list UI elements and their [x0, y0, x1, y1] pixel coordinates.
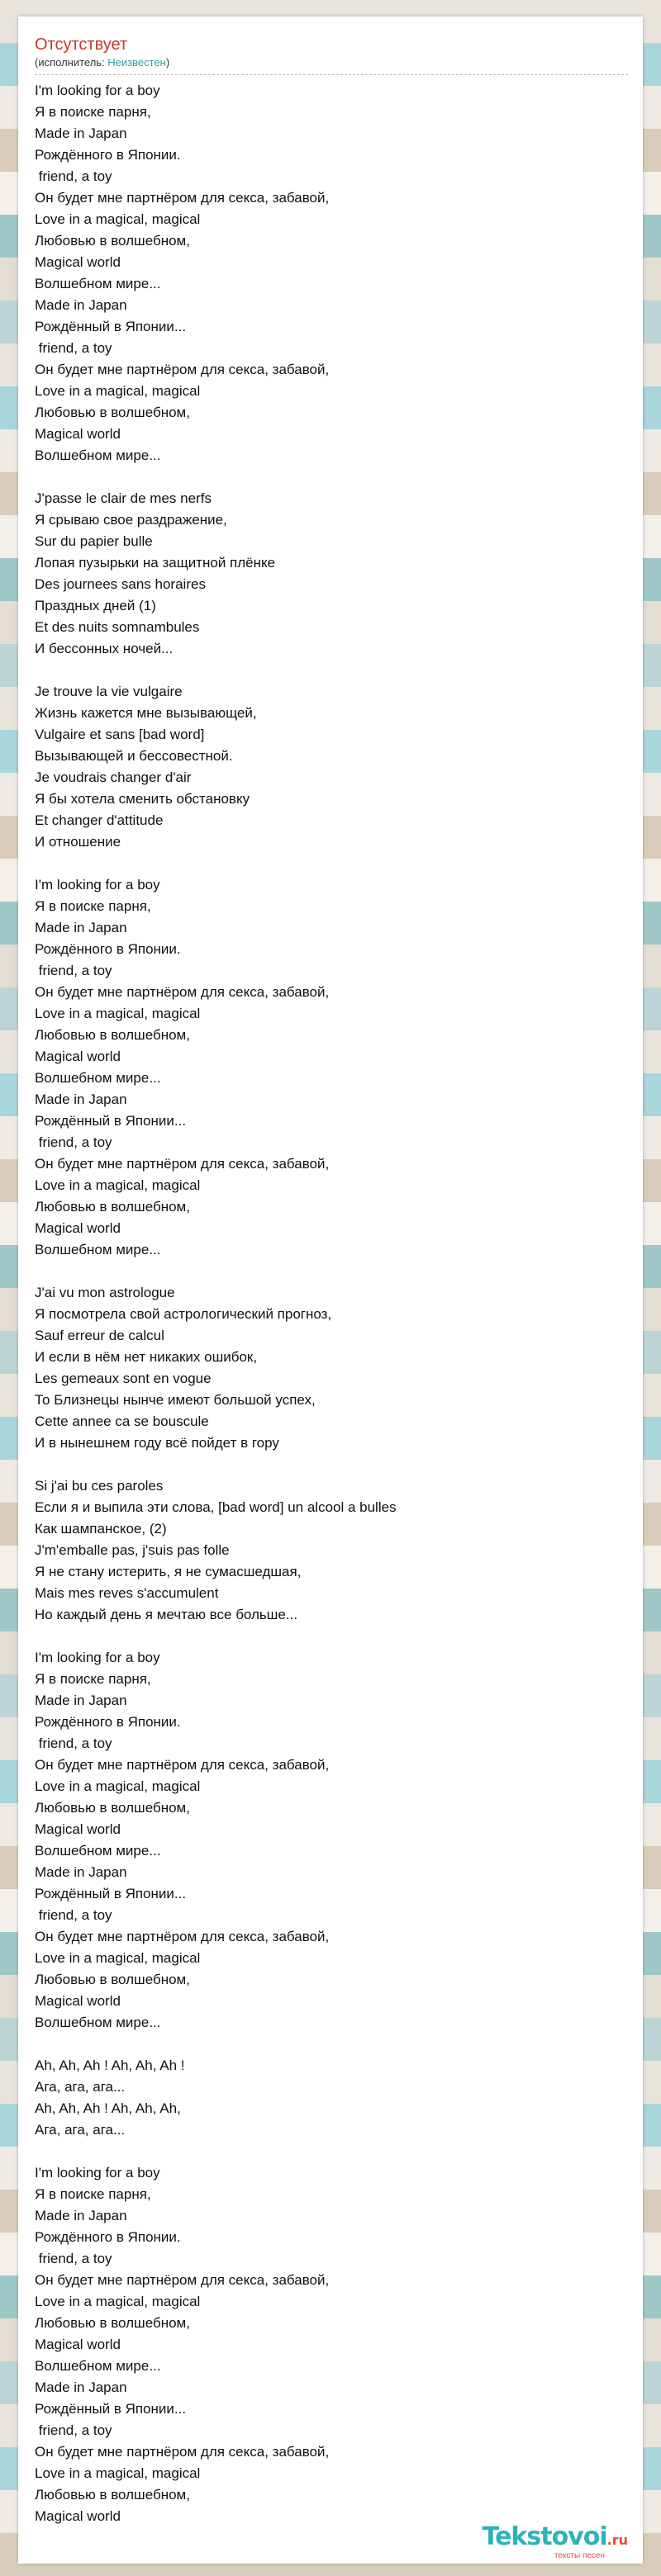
lyric-line: Любовью в волшебном,	[35, 405, 190, 420]
lyric-line: friend, a toy	[35, 963, 112, 978]
lyric-blank-line	[35, 660, 643, 681]
lyric-line: Он будет мне партнёром для секса, забавой,	[35, 1156, 330, 1172]
lyric-line: Рождённого в Японии.	[35, 2229, 181, 2245]
lyric-line: Я срываю свое раздражение,	[35, 512, 227, 528]
lyric-line: Он будет мне партнёром для секса, забавой,	[35, 2272, 330, 2288]
lyrics-card	[18, 17, 643, 2564]
lyric-line: Sur du papier bulle	[35, 533, 153, 549]
lyric-line: Я бы хотела сменить обстановку	[35, 791, 250, 807]
lyric-line: Любовью в волшебном,	[35, 1800, 190, 1816]
lyric-blank-line	[35, 2034, 643, 2055]
artist-prefix: (исполнитель:	[35, 56, 108, 69]
lyric-line: Жизнь кажется мне вызывающей,	[35, 705, 257, 721]
lyric-line: Я в поиске парня,	[35, 104, 151, 120]
lyric-line: Made in Japan	[35, 1864, 127, 1880]
lyric-line: Des journees sans horaires	[35, 576, 206, 592]
lyric-line: Magical world	[35, 254, 121, 270]
lyric-line: Made in Japan	[35, 1693, 127, 1708]
lyric-line: Love in a magical, magical	[35, 211, 201, 227]
lyric-line: Love in a magical, magical	[35, 1950, 201, 1966]
lyric-line: Made in Japan	[35, 125, 127, 141]
lyric-line: Made in Japan	[35, 2208, 127, 2223]
logo-wordmark	[482, 2522, 628, 2553]
lyric-line: Made in Japan	[35, 1091, 127, 1107]
lyric-line: Et des nuits somnambules	[35, 619, 200, 635]
artist-line	[35, 56, 643, 69]
lyric-line: friend, a toy	[35, 1735, 112, 1751]
lyric-line: Sauf erreur de calcul	[35, 1328, 164, 1343]
lyric-line: Он будет мне партнёром для секса, забавой,	[35, 2444, 330, 2460]
lyric-line: Праздных дней (1)	[35, 598, 156, 613]
lyric-line: Je voudrais changer d'air	[35, 769, 192, 785]
lyric-line: Рождённого в Японии.	[35, 941, 181, 957]
lyric-line: Love in a magical, magical	[35, 2465, 201, 2481]
lyric-line: Love in a magical, magical	[35, 2294, 201, 2309]
logo-tagline: тексты песен	[554, 2551, 605, 2560]
lyric-line: J'passe le clair de mes nerfs	[35, 490, 212, 506]
lyric-line: Cette annee ca se bouscule	[35, 1413, 209, 1429]
lyric-line: Волшебном мире...	[35, 447, 161, 463]
lyric-line: Love in a magical, magical	[35, 1177, 201, 1193]
lyric-line: Made in Japan	[35, 297, 127, 313]
lyric-line: И отношение	[35, 834, 121, 850]
lyric-line: Рождённый в Японии...	[35, 319, 187, 334]
lyric-line: Волшебном мире...	[35, 1843, 161, 1859]
lyric-line: Но каждый день я мечтаю все больше...	[35, 1607, 298, 1622]
lyric-line: Любовью в волшебном,	[35, 1027, 190, 1043]
lyric-line: Волшебном мире...	[35, 2015, 161, 2030]
lyric-line: Волшебном мире...	[35, 1070, 161, 1086]
lyric-line: Made in Japan	[35, 920, 127, 935]
lyric-line: Любовью в волшебном,	[35, 1972, 190, 1987]
lyric-line: Love in a magical, magical	[35, 383, 201, 399]
lyric-line: И если в нём нет никаких ошибок,	[35, 1349, 258, 1365]
lyric-blank-line	[35, 2141, 643, 2162]
lyric-line: Je trouve la vie vulgaire	[35, 684, 183, 699]
lyrics-text	[35, 80, 643, 2527]
lyric-line: Я в поиске парня,	[35, 898, 151, 914]
lyric-line: Love in a magical, magical	[35, 1778, 201, 1794]
lyric-line: Вызывающей и бессовестной.	[35, 748, 233, 764]
lyric-line: I'm looking for a boy	[35, 877, 160, 893]
lyric-line: Ага, ага, ага...	[35, 2079, 126, 2095]
lyric-line: И в нынешнем году всё пойдет в гору	[35, 1435, 279, 1451]
lyric-line: Made in Japan	[35, 2379, 127, 2395]
lyric-line: Ah, Ah, Ah ! Ah, Ah, Ah,	[35, 2100, 181, 2116]
logo-tld: .ru	[606, 2532, 628, 2548]
artist-link[interactable]: Неизвестен	[107, 56, 166, 69]
lyric-line: friend, a toy	[35, 1907, 112, 1923]
lyric-line: Рождённого в Японии.	[35, 147, 181, 163]
lyric-line: friend, a toy	[35, 2422, 112, 2438]
lyric-blank-line	[35, 853, 643, 874]
lyric-blank-line	[35, 466, 643, 488]
lyric-line: Я в поиске парня,	[35, 2186, 151, 2202]
lyric-line: Если я и выпила эти слова, [bad word] un alcool a bulles	[35, 1499, 397, 1515]
header-divider	[35, 74, 628, 75]
lyric-line: Лопая пузырьки на защитной плёнке	[35, 555, 276, 571]
lyric-line: Волшебном мире...	[35, 1242, 161, 1257]
lyric-line: Я не стану истерить, я не сумасшедшая,	[35, 1564, 302, 1579]
lyric-line: Любовью в волшебном,	[35, 1199, 190, 1215]
lyric-line: friend, a toy	[35, 168, 112, 184]
lyric-line: Vulgaire et sans [bad word]	[35, 727, 205, 742]
lyric-line: Он будет мне партнёром для секса, забавой,	[35, 1757, 330, 1773]
lyric-line: Как шампанское, (2)	[35, 1521, 167, 1537]
lyric-line: Magical world	[35, 2508, 121, 2524]
logo-main-text: Tekstovoi	[482, 2522, 607, 2551]
lyric-line: Любовью в волшебном,	[35, 233, 190, 249]
lyric-line: Я посмотрела свой астрологический прогноз,	[35, 1306, 332, 1322]
lyric-line: Он будет мне партнёром для секса, забавой,	[35, 190, 330, 206]
lyric-line: Он будет мне партнёром для секса, забавой,	[35, 362, 330, 377]
lyric-line: Magical world	[35, 1049, 121, 1064]
lyric-line: Magical world	[35, 1220, 121, 1236]
lyric-line: Волшебном мире...	[35, 2358, 161, 2374]
lyric-blank-line	[35, 1454, 643, 1475]
lyric-line: I'm looking for a boy	[35, 83, 160, 98]
lyric-line: I'm looking for a boy	[35, 2165, 160, 2181]
lyric-line: J'm'emballe pas, j'suis pas folle	[35, 1542, 230, 1558]
lyric-line: friend, a toy	[35, 1134, 112, 1150]
lyric-line: Magical world	[35, 1993, 121, 2009]
lyric-blank-line	[35, 1261, 643, 1282]
lyric-line: Magical world	[35, 2337, 121, 2352]
lyric-blank-line	[35, 1626, 643, 1647]
lyric-line: Ah, Ah, Ah ! Ah, Ah, Ah !	[35, 2057, 185, 2073]
lyric-line: Рождённый в Японии...	[35, 2401, 187, 2417]
song-title: Отсутствует	[35, 36, 128, 54]
lyric-line: Я в поиске парня,	[35, 1671, 151, 1687]
lyric-line: Ага, ага, ага...	[35, 2122, 126, 2138]
lyric-line: Les gemeaux sont en vogue	[35, 1371, 212, 1386]
lyric-line: Magical world	[35, 426, 121, 442]
site-logo[interactable]	[482, 2522, 628, 2560]
lyric-line: J'ai vu mon astrologue	[35, 1285, 175, 1300]
lyric-line: Mais mes reves s'accumulent	[35, 1585, 219, 1601]
lyric-line: И бессонных ночей...	[35, 641, 174, 656]
lyric-line: Et changer d'attitude	[35, 812, 164, 828]
lyric-line: friend, a toy	[35, 340, 112, 356]
lyric-line: То Близнецы нынче имеют большой успех,	[35, 1392, 316, 1408]
lyric-line: Любовью в волшебном,	[35, 2487, 190, 2503]
lyric-line: Magical world	[35, 1821, 121, 1837]
lyric-line: Любовью в волшебном,	[35, 2315, 190, 2331]
artist-suffix: )	[165, 56, 170, 69]
lyric-line: Рождённый в Японии...	[35, 1113, 187, 1129]
lyric-line: Рождённый в Японии...	[35, 1886, 187, 1901]
lyric-line: Love in a magical, magical	[35, 1006, 201, 1021]
lyric-line: Рождённого в Японии.	[35, 1714, 181, 1730]
lyric-line: Он будет мне партнёром для секса, забавой,	[35, 984, 330, 1000]
lyric-line: Он будет мне партнёром для секса, забавой,	[35, 1929, 330, 1944]
lyric-line: Si j'ai bu ces paroles	[35, 1478, 164, 1494]
lyric-line: friend, a toy	[35, 2251, 112, 2266]
lyric-line: Волшебном мире...	[35, 276, 161, 291]
lyric-line: I'm looking for a boy	[35, 1650, 160, 1665]
